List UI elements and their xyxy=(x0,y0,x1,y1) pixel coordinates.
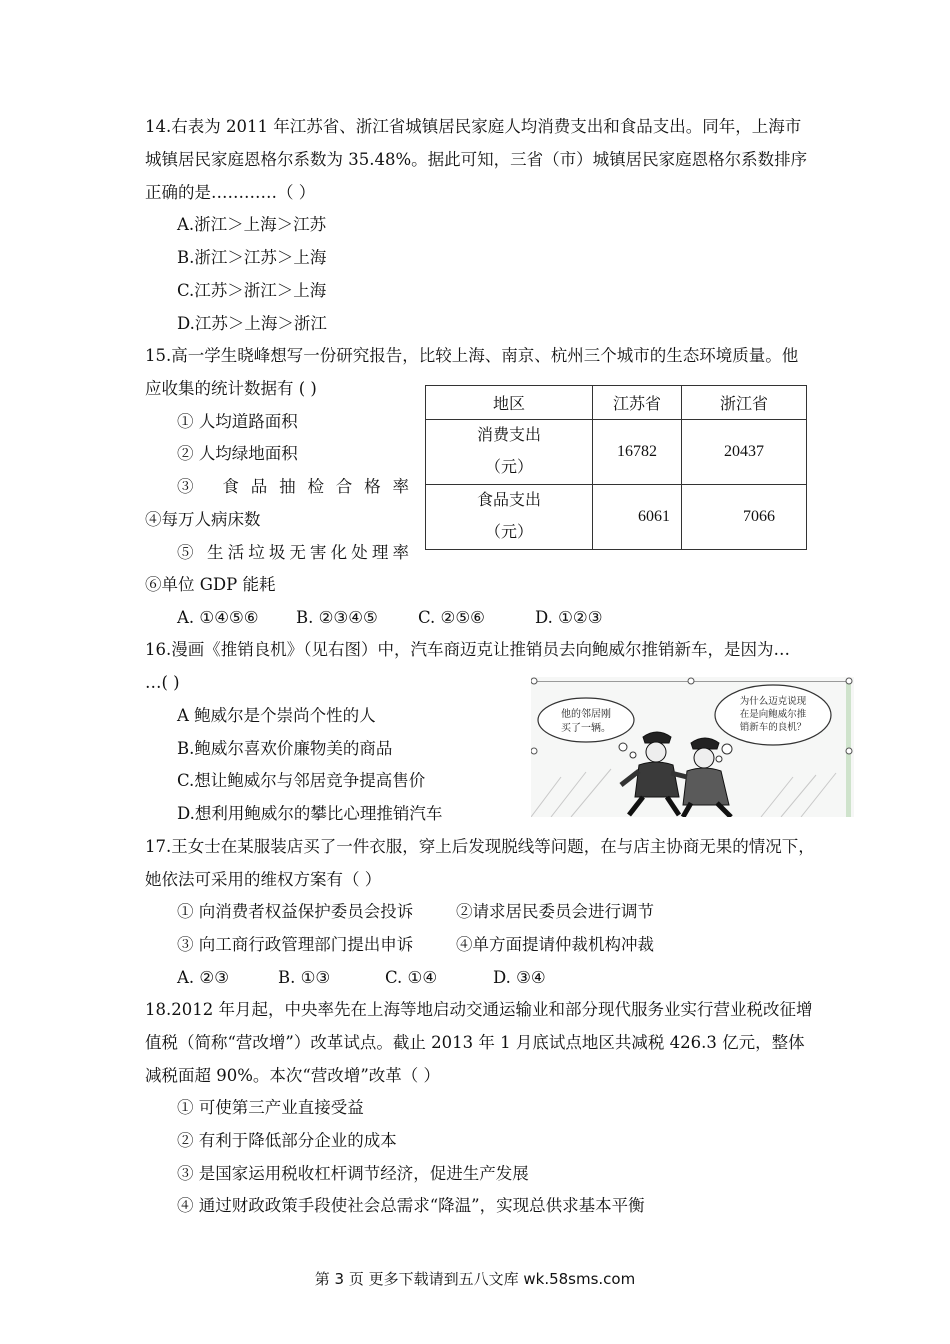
q16-option-a: A 鲍威尔是个崇尚个性的人 xyxy=(177,706,376,725)
table-cell-zhejiang: 7066 xyxy=(682,485,807,550)
q16-option-d: D.想利用鲍威尔的攀比心理推销汽车 xyxy=(177,804,443,823)
table-header-zhejiang: 浙江省 xyxy=(682,386,807,420)
q17-option-b: B. ①③ xyxy=(278,968,331,987)
q14-stem-line-3: 正确的是…………（ ） xyxy=(145,183,316,202)
q15-option-b: B. ②③④⑤ xyxy=(296,608,378,627)
cartoon-svg xyxy=(531,677,854,817)
q15-option-a: A. ①④⑤⑥ xyxy=(177,608,259,627)
q17-item-4: ④单方面提请仲裁机构冲裁 xyxy=(456,935,654,954)
q15-item-3: ③ 食品抽检合格率 xyxy=(177,477,409,496)
q17-option-d: D. ③④ xyxy=(493,968,546,987)
q14-option-b: B.浙江＞江苏＞上海 xyxy=(177,248,327,267)
bubble-right-line-3: 销新车的良机？ xyxy=(739,722,807,733)
q14-stem-line-1: 14.右表为 2011 年江苏省、浙江省城镇居民家庭人均消费支出和食品支出。同年，上海市 xyxy=(145,117,802,136)
q16-option-b: B.鲍威尔喜欢价廉物美的商品 xyxy=(177,739,393,758)
row-label-unit: （元） xyxy=(484,524,533,541)
q15-option-c: C. ②⑤⑥ xyxy=(418,608,485,627)
bubble-right-line-2: 在是向鲍威尔推 xyxy=(739,709,807,720)
bubble-left-line-1: 他的邻居刚 xyxy=(561,709,611,720)
bubble-left-line-2: 买了一辆。 xyxy=(561,723,611,734)
row-label-unit: （元） xyxy=(484,459,533,476)
q17-stem-line-1: 17.王女士在某服装店买了一件衣服，穿上后发现脱线等问题，在与店主协商无果的情况下， xyxy=(145,837,815,856)
q16-stem-line-2: …( ) xyxy=(145,673,180,692)
q15-item-2: ② 人均绿地面积 xyxy=(177,444,298,463)
q18-stem-line-2: 值税（简称“营改增”）改革试点。截止 2013 年 1 月底试点地区共减税 426.3 亿元，整体 xyxy=(145,1033,805,1052)
q18-item-2: ② 有利于降低部分企业的成本 xyxy=(177,1131,397,1150)
q17-item-3: ③ 向工商行政管理部门提出申诉 xyxy=(177,935,414,954)
q15-item-6: ⑥单位 GDP 能耗 xyxy=(145,575,276,594)
q15-item-5: ⑤ 生活垃圾无害化处理率 xyxy=(177,543,409,562)
table-header-jiangsu: 江苏省 xyxy=(593,386,682,420)
page-footer: 第 3 页 更多下载请到五八文库 wk.58sms.com xyxy=(314,1270,636,1288)
bubble-right-line-1: 为什么迈克说现 xyxy=(739,696,807,707)
table-cell-jiangsu: 16782 xyxy=(593,420,682,485)
cartoon-illustration xyxy=(531,677,854,817)
q14-option-c: C.江苏＞浙江＞上海 xyxy=(177,281,327,300)
q18-stem-line-3: 减税面超 90%。本次“营改增”改革（ ） xyxy=(145,1066,441,1085)
q17-item-2: ②请求居民委员会进行调节 xyxy=(456,902,654,921)
table-row xyxy=(426,420,807,485)
q18-item-3: ③ 是国家运用税收杠杆调节经济，促进生产发展 xyxy=(177,1164,529,1183)
q17-option-c: C. ①④ xyxy=(385,968,438,987)
q17-option-a: A. ②③ xyxy=(177,968,229,987)
q15-item-4: ④每万人病床数 xyxy=(145,510,261,529)
q15-option-d: D. ①②③ xyxy=(535,608,603,627)
q15-stem-line-2: 应收集的统计数据有 ( ) xyxy=(145,379,317,398)
q14-stem-line-2: 城镇居民家庭恩格尔系数为 35.48%。据此可知，三省（市）城镇居民家庭恩格尔系数排序 xyxy=(145,150,808,169)
q14-option-d: D.江苏＞上海＞浙江 xyxy=(177,314,327,333)
q15-stem-line-1: 15.高一学生晓峰想写一份研究报告，比较上海、南京、杭州三个城市的生态环境质量。他 xyxy=(145,346,799,365)
q16-stem-line-1: 16.漫画《推销良机》（见右图）中，汽车商迈克让推销员去向鲍威尔推销新车，是因为… xyxy=(145,640,790,659)
q18-item-4: ④ 通过财政政策手段使社会总需求“降温”，实现总供求基本平衡 xyxy=(177,1196,645,1215)
table-row-label xyxy=(426,420,593,485)
q16-option-c: C.想让鲍威尔与邻居竞争提高售价 xyxy=(177,771,426,790)
row-label-text: 消费支出 xyxy=(476,427,541,444)
q18-item-1: ① 可使第三产业直接受益 xyxy=(177,1098,364,1117)
q14-option-a: A.浙江＞上海＞江苏 xyxy=(177,215,327,234)
q17-stem-line-2: 她依法可采用的维权方案有（ ） xyxy=(145,870,382,889)
table-header-row xyxy=(426,386,807,420)
consumption-table xyxy=(425,385,807,550)
table-row xyxy=(426,485,807,550)
row-label-text: 食品支出 xyxy=(476,492,541,509)
table-cell-jiangsu: 6061 xyxy=(593,485,682,550)
q15-item-1: ① 人均道路面积 xyxy=(177,412,298,431)
table-header-region: 地区 xyxy=(426,386,593,420)
q18-stem-line-1: 18.2012 年月起，中央率先在上海等地启动交通运输业和部分现代服务业实行营业税改征增 xyxy=(145,1000,813,1019)
table-cell-zhejiang: 20437 xyxy=(682,420,807,485)
q17-item-1: ① 向消费者权益保护委员会投诉 xyxy=(177,902,414,921)
table-row-label xyxy=(426,485,593,550)
